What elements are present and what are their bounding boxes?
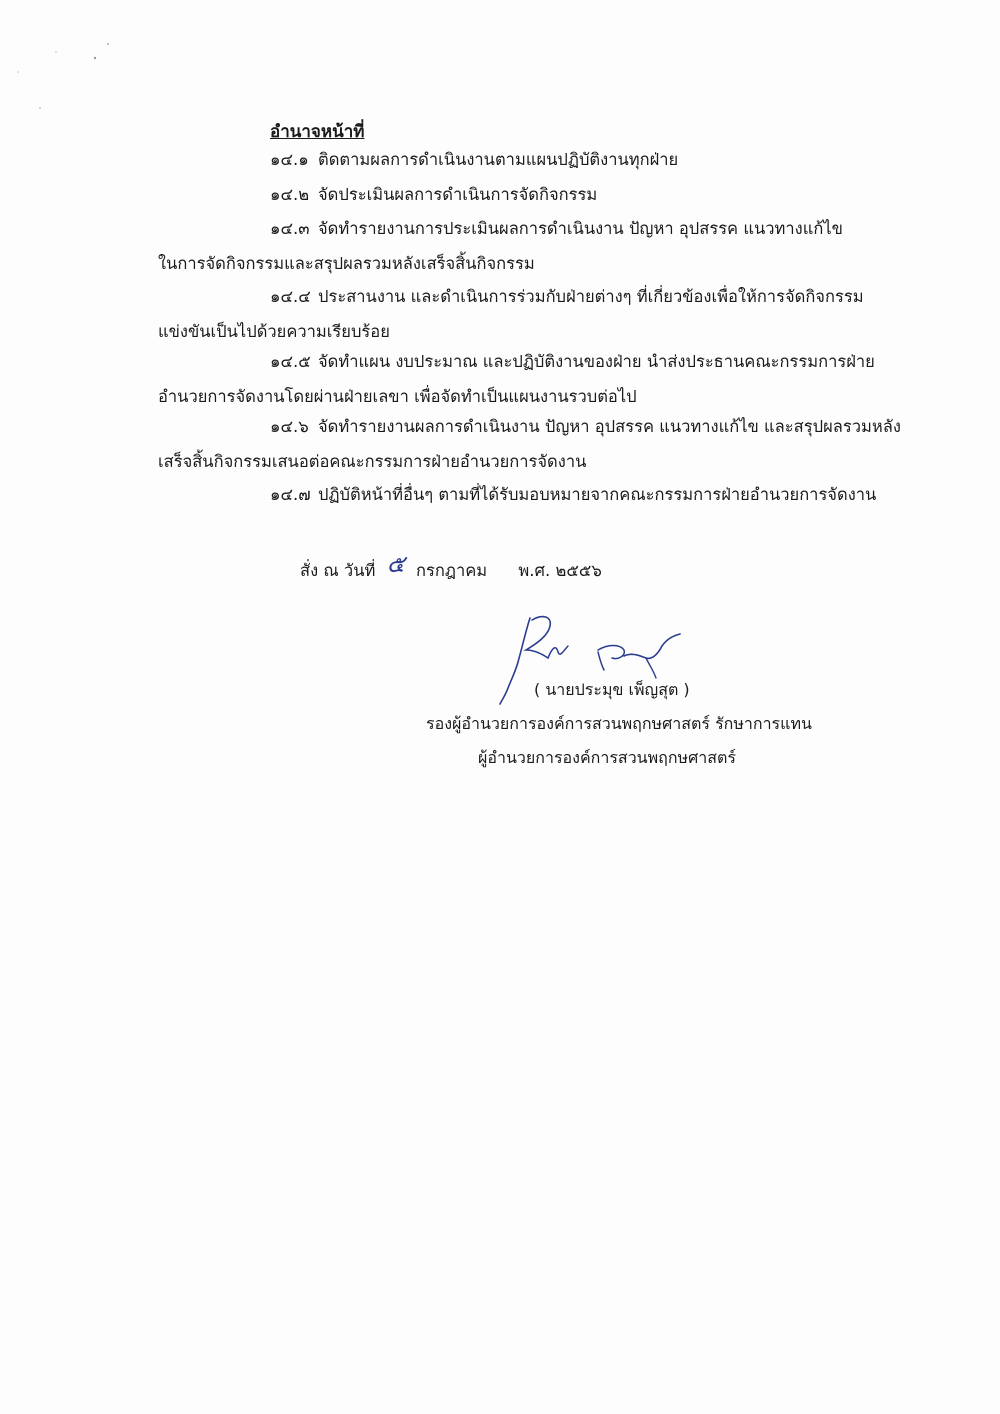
duty-line: [158, 211, 878, 246]
duty-continuation-line: อำนวยการจัดงานโดยผ่านฝ่ายเลขา เพื่อจัดทำเป็นแผนงานรวบต่อไป: [158, 387, 637, 406]
duty-item-14-1: [158, 142, 878, 177]
duty-continuation-line: ในการจัดกิจกรรมและสรุปผลรวมหลังเสร็จสิ้นกิจกรรม: [158, 254, 535, 273]
item-number: ๑๔.๔: [270, 287, 311, 306]
item-text: จัดทำรายงานผลการดำเนินงาน ปัญหา อุปสรรค แนวทางแก้ไข และสรุปผลรวมหลัง: [318, 417, 901, 436]
item-text: ปฏิบัติหน้าที่อื่นๆ ตามที่ได้รับมอบหมายจากคณะกรรมการฝ่ายอำนวยการจัดงาน: [318, 485, 877, 504]
signer-name: ( นายประมุข เพ็ญสุต ): [534, 680, 690, 699]
item-number: ๑๔.๑: [270, 150, 309, 169]
duty-item-14-4: [158, 279, 878, 349]
duty-item-14-5: [158, 344, 878, 414]
order-prefix: สั่ง ณ วันที่: [300, 561, 376, 580]
duty-line: [158, 279, 878, 314]
duty-continuation-line: เสร็จสิ้นกิจกรรมเสนอต่อคณะกรรมการฝ่ายอำนวยการจัดงาน: [158, 452, 587, 471]
order-day-handwritten: ๕: [386, 550, 405, 578]
signer-title-line-2: ผู้อำนวยการองค์การสวนพฤกษศาสตร์: [478, 748, 736, 767]
duty-item-14-3: [158, 211, 878, 281]
duty-line: [158, 177, 878, 212]
order-month: กรกฎาคม: [416, 561, 488, 580]
signer-title-line-1: รองผู้อำนวยการองค์การสวนพฤกษศาสตร์ รักษาการแทน: [426, 714, 812, 733]
duty-line: [158, 344, 878, 379]
duty-continuation-line: แข่งขันเป็นไปด้วยความเรียบร้อย: [158, 322, 390, 341]
item-text: จัดทำรายงานการประเมินผลการดำเนินงาน ปัญหา อุปสรรค แนวทางแก้ไข: [318, 219, 843, 238]
item-number: ๑๔.๖: [270, 417, 309, 436]
item-text: ติดตามผลการดำเนินงานตามแผนปฏิบัติงานทุกฝ่าย: [318, 150, 679, 169]
section-heading: อำนาจหน้าที่: [270, 122, 365, 142]
item-number: ๑๔.๓: [270, 219, 310, 238]
duty-item-14-6: [158, 409, 901, 479]
item-number: ๑๔.๒: [270, 185, 310, 204]
duty-line: [158, 409, 901, 444]
duty-line: [158, 477, 878, 512]
duty-item-14-7: [158, 477, 878, 512]
item-text: จัดทำแผน งบประมาณ และปฏิบัติงานของฝ่าย นำส่งประธานคณะกรรมการฝ่าย: [318, 352, 875, 371]
item-number: ๑๔.๕: [270, 352, 311, 371]
item-text: จัดประเมินผลการดำเนินการจัดกิจกรรม: [318, 185, 598, 204]
duty-line: [158, 142, 878, 177]
order-year: พ.ศ. ๒๕๕๖: [518, 561, 602, 580]
scan-artifacts: [0, 0, 140, 120]
item-text: ประสานงาน และดำเนินการร่วมกับฝ่ายต่างๆ ที่เกี่ยวข้องเพื่อให้การจัดกิจกรรม: [318, 287, 864, 306]
duty-item-14-2: [158, 177, 878, 212]
item-number: ๑๔.๗: [270, 485, 311, 504]
order-date-line: [300, 548, 602, 587]
